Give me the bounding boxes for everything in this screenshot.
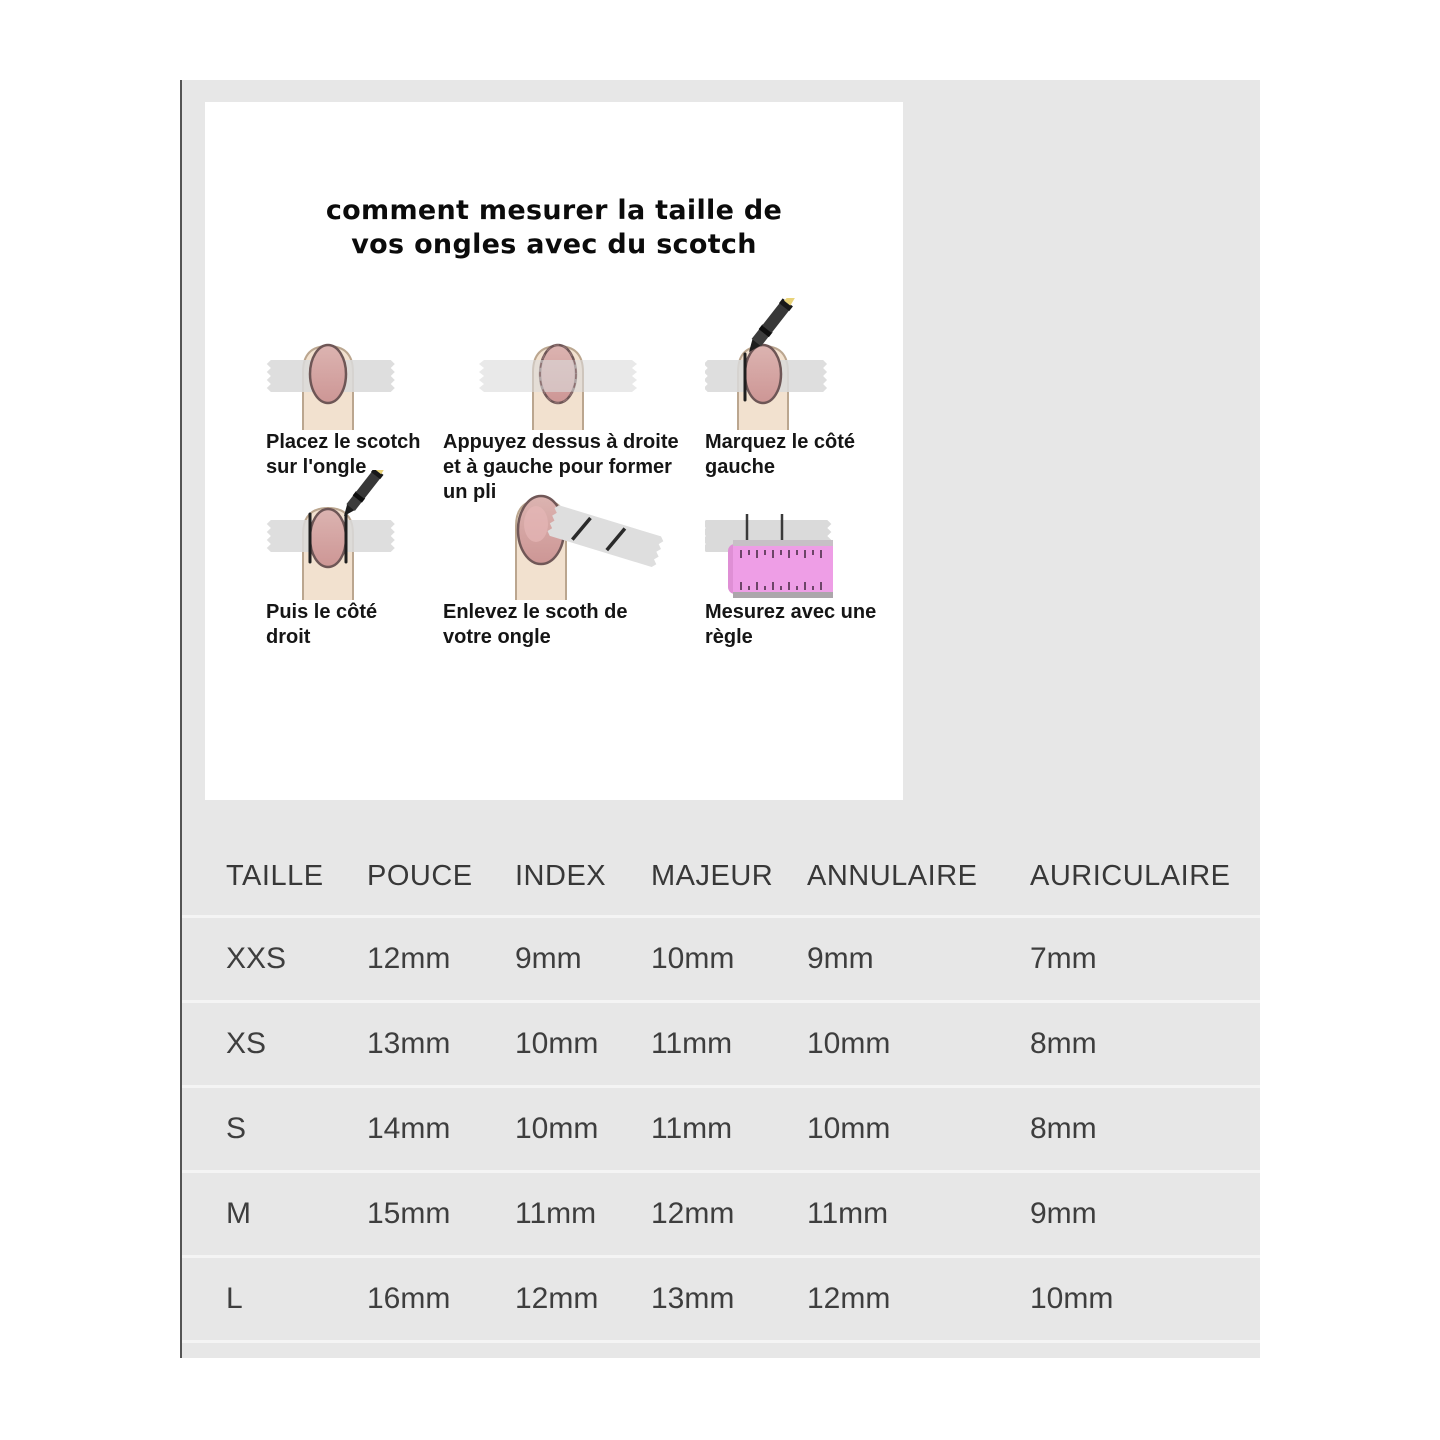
guide-steps	[266, 298, 902, 650]
cell-auriculaire: 10mm	[1030, 1282, 1114, 1315]
guide-title-line1: comment mesurer la taille de	[325, 195, 783, 226]
measuring-guide-card	[205, 102, 903, 800]
remove-tape-illustration	[443, 500, 705, 600]
header-index: INDEX	[515, 860, 607, 892]
step-5-caption: Enlevez le scoth de votre ongle	[443, 601, 628, 648]
header-majeur: MAJEUR	[651, 860, 774, 892]
cell-majeur: 11mm	[651, 1027, 733, 1060]
cell-pouce: 14mm	[367, 1112, 451, 1145]
cell-size: XS	[226, 1027, 267, 1060]
step-1-caption: Placez le scotch sur l'ongle	[266, 431, 421, 478]
measure-with-ruler-illustration	[705, 500, 902, 600]
product-info-panel	[180, 80, 1260, 1358]
cell-majeur: 12mm	[651, 1197, 735, 1230]
cell-pouce: 16mm	[367, 1282, 451, 1315]
step-3-caption: Marquez le côté gauche	[705, 431, 856, 478]
cell-size: S	[226, 1112, 247, 1145]
guide-title-line2: vos ongles avec du scotch	[351, 229, 757, 260]
press-tape-fold-illustration	[443, 298, 705, 430]
cell-size: XXS	[226, 942, 287, 975]
header-annulaire: ANNULAIRE	[807, 860, 978, 892]
header-auriculaire: AURICULAIRE	[1030, 860, 1231, 892]
table-row-xxs	[182, 918, 1260, 1003]
cell-pouce: 12mm	[367, 942, 451, 975]
cell-pouce: 15mm	[367, 1197, 451, 1230]
cell-size: L	[226, 1282, 243, 1315]
table-row-xs	[182, 1003, 1260, 1088]
cell-index: 11mm	[515, 1197, 597, 1230]
step-2-caption: Appuyez dessus à droite et à gauche pour former un pli	[443, 431, 679, 503]
table-row-l	[182, 1258, 1260, 1343]
pen-mark-right-illustration	[266, 500, 443, 600]
cell-annulaire: 11mm	[807, 1197, 889, 1230]
cell-pouce: 13mm	[367, 1027, 451, 1060]
step-6	[705, 500, 902, 650]
step-6-caption: Mesurez avec une règle	[705, 601, 877, 648]
cell-auriculaire: 9mm	[1030, 1197, 1097, 1230]
cell-annulaire: 10mm	[807, 1027, 891, 1060]
cell-annulaire: 9mm	[807, 942, 874, 975]
guide-steps-row2	[266, 500, 902, 650]
size-table	[182, 838, 1260, 1343]
step-4	[266, 500, 443, 650]
header-taille: TAILLE	[226, 860, 324, 892]
cell-annulaire: 12mm	[807, 1282, 891, 1315]
cell-majeur: 10mm	[651, 942, 735, 975]
table-row-m	[182, 1173, 1260, 1258]
table-row-s	[182, 1088, 1260, 1173]
cell-index: 10mm	[515, 1027, 599, 1060]
header-pouce: POUCE	[367, 860, 473, 892]
cell-auriculaire: 7mm	[1030, 942, 1097, 975]
step-5	[443, 500, 705, 650]
cell-auriculaire: 8mm	[1030, 1112, 1097, 1145]
cell-auriculaire: 8mm	[1030, 1027, 1097, 1060]
pen-mark-left-illustration	[705, 298, 902, 430]
cell-index: 9mm	[515, 942, 582, 975]
cell-majeur: 11mm	[651, 1112, 733, 1145]
cell-annulaire: 10mm	[807, 1112, 891, 1145]
size-table-header-row	[182, 838, 1260, 918]
cell-size: M	[226, 1197, 251, 1230]
step-4-caption: Puis le côté droit	[266, 601, 378, 648]
guide-title	[205, 102, 903, 262]
cell-index: 12mm	[515, 1282, 599, 1315]
cell-majeur: 13mm	[651, 1282, 735, 1315]
tape-on-nail-illustration	[266, 298, 443, 430]
cell-index: 10mm	[515, 1112, 599, 1145]
